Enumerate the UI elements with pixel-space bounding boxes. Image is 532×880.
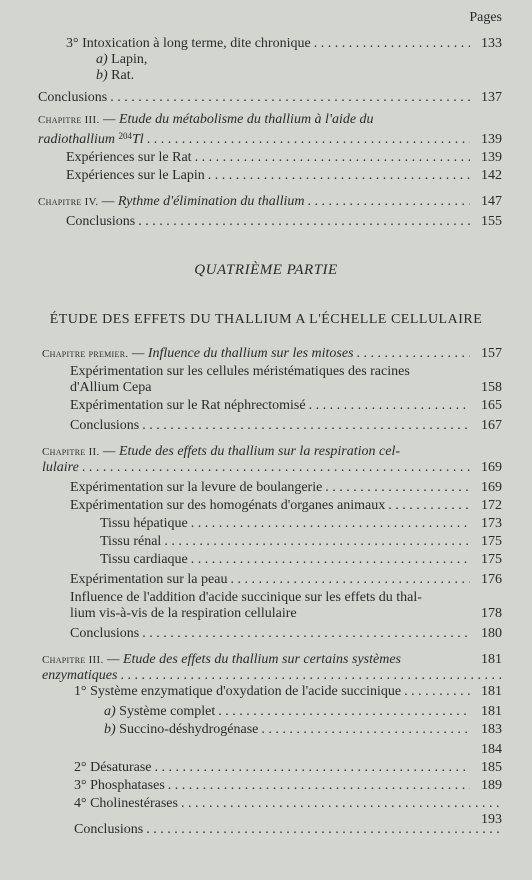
toc-chapter-1-mitoses: Chapitre premier. — Influence du thallium sur les mitoses . . . 157 bbox=[42, 346, 502, 362]
pages-column-header: Pages bbox=[469, 10, 502, 25]
toc-entry-desaturase: 2° Désaturase . . . 185 bbox=[74, 760, 502, 776]
toc-entry-systeme-enzymatique: 1° Système enzymatique d'oxydation de l'acide succinique . . . 181 bbox=[74, 684, 502, 700]
toc-entry-systeme-complet: a) Système complet . . . 181 bbox=[104, 704, 502, 720]
toc-entry-peau: Expérimentation sur la peau . . . 176 bbox=[70, 572, 502, 588]
page-number: 147 bbox=[481, 194, 502, 209]
page-number: 169 bbox=[481, 460, 502, 475]
page-number: 155 bbox=[481, 214, 502, 229]
page-number: 180 bbox=[481, 626, 502, 641]
part-heading: QUATRIÈME PARTIE bbox=[194, 262, 338, 278]
toc-entry-tissu-cardiaque: Tissu cardiaque . . . 175 bbox=[100, 552, 502, 568]
toc-entry-ch3-conclusions: Conclusions . . . bbox=[74, 822, 502, 838]
toc-entry-rat-nephrectomise: Expérimentation sur le Rat néphrectomisé . . . 165 bbox=[70, 398, 502, 414]
toc-entry-lapin: a) Lapin, bbox=[96, 52, 148, 67]
page-number: 157 bbox=[481, 346, 502, 361]
toc-entry-allium-cepa: Expérimentation sur les cellules méristématiques des racines d'Allium Cepa 158 bbox=[70, 364, 502, 395]
page-number: 175 bbox=[481, 552, 502, 567]
toc-entry-phosphatases: 3° Phosphatases . . . 189 bbox=[74, 778, 502, 794]
page-number: 183 bbox=[481, 722, 502, 737]
toc-entry-ch4-conclusions: Conclusions . . . 155 bbox=[66, 214, 502, 230]
toc-entry-experiences-rat: Expériences sur le Rat . . . 139 bbox=[66, 150, 502, 166]
page-number: 193 bbox=[481, 812, 502, 827]
toc-entry-experiences-lapin: Expériences sur le Lapin . . . 142 bbox=[66, 168, 502, 184]
page-number: 181 bbox=[481, 704, 502, 719]
page-number: 173 bbox=[481, 516, 502, 531]
page-number: 139 bbox=[481, 150, 502, 165]
page-number: 142 bbox=[481, 168, 502, 183]
page-number: 185 bbox=[481, 760, 502, 775]
page-number: 165 bbox=[481, 398, 502, 413]
page-number: 139 bbox=[481, 132, 502, 147]
toc-chapter-3-metabolisme: Chapitre III. — Etude du métabolisme du thallium à l'aide du radiothallium $^{204}$Tl . . . 139 bbox=[38, 112, 502, 148]
toc-entry-rat: b) Rat. bbox=[96, 68, 135, 83]
page-number: 167 bbox=[481, 418, 502, 433]
toc-entry-ch1-conclusions: Conclusions . . . 167 bbox=[70, 418, 502, 434]
page-number: 176 bbox=[481, 572, 502, 587]
toc-entry-levure: Expérimentation sur la levure de boulangerie . . . 169 bbox=[70, 480, 502, 496]
toc-entry-intoxication-chronique: 3° Intoxication à long terme, dite chronique . . . 133 bbox=[66, 36, 502, 52]
page-number: 175 bbox=[481, 534, 502, 549]
toc-entry-acide-succinique: Influence de l'addition d'acide succinique sur les effets du thal- lium vis-à-vis de la respiration cellulaire 178 bbox=[70, 590, 502, 621]
page-number: 181 bbox=[481, 652, 502, 667]
toc-entry-tissu-renal: Tissu rénal . . . 175 bbox=[100, 534, 502, 550]
page-number: 169 bbox=[481, 480, 502, 495]
page-number: 178 bbox=[481, 606, 502, 621]
page-number: 181 bbox=[481, 684, 502, 699]
toc-entry-succino-deshydrogenase: b) Succino-déshydrogénase . . . 183 bbox=[104, 722, 502, 738]
page-number: 137 bbox=[481, 90, 502, 105]
page-number: 172 bbox=[481, 498, 502, 513]
toc-entry-ch2-conclusions: Conclusions . . . 180 bbox=[70, 626, 502, 642]
toc-entry-cholinesterases: 4° Cholinestérases . . . bbox=[74, 796, 502, 812]
page-number: 133 bbox=[481, 36, 502, 51]
part-title: ÉTUDE DES EFFETS DU THALLIUM A L'ÉCHELLE CELLULAIRE bbox=[49, 312, 483, 327]
toc-entry-tissu-hepatique: Tissu hépatique . . . 173 bbox=[100, 516, 502, 532]
toc-chapter-2-respiration: Chapitre II. — Etude des effets du thallium sur la respiration cel- lulaire . . . 169 bbox=[42, 444, 502, 476]
page-number: 189 bbox=[481, 778, 502, 793]
page-number: 158 bbox=[481, 380, 502, 395]
toc-entry-conclusions: Conclusions . . . 137 bbox=[38, 90, 502, 106]
page-number: 184 bbox=[481, 742, 502, 757]
toc-chapter-3-enzymatiques: Chapitre III. — Etude des effets du thallium sur certains systèmes 181 enzymatiques . . . bbox=[42, 652, 502, 684]
toc-chapter-4-elimination: Chapitre IV. — Rythme d'élimination du thallium . . . 147 bbox=[38, 194, 502, 210]
toc-entry-homogenats: Expérimentation sur des homogénats d'organes animaux . . . 172 bbox=[70, 498, 502, 514]
